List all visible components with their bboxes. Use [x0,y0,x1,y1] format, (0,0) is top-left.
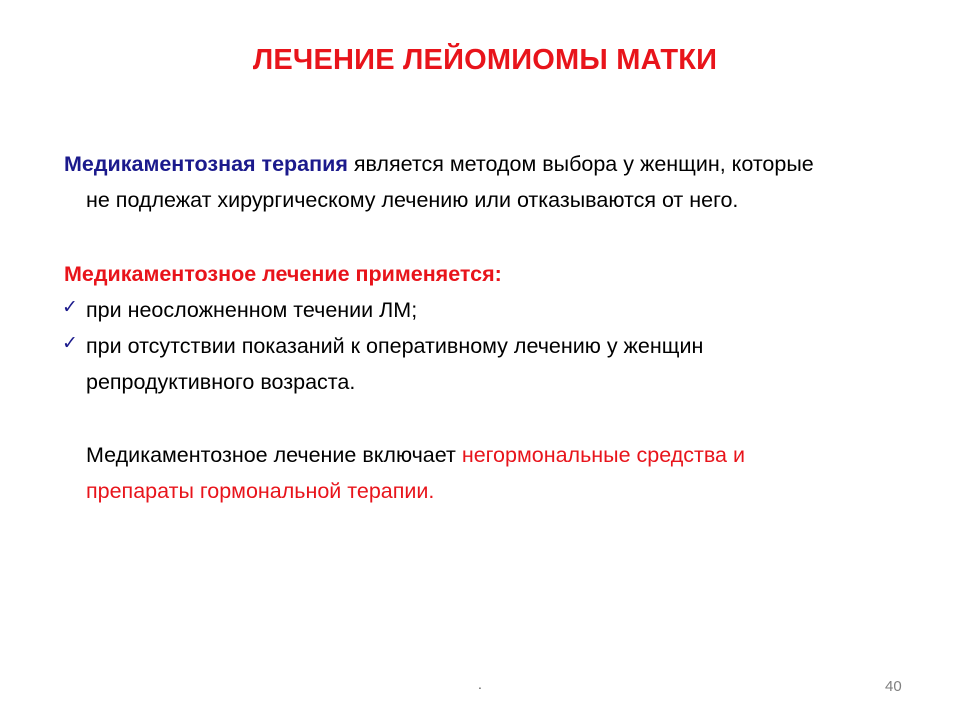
para3-lead: Медикаментозное лечение включает [86,443,462,467]
para3-line1 [86,443,745,468]
slide-title: ЛЕЧЕНИЕ ЛЕЙОМИОМЫ МАТКИ [252,44,718,76]
bullet-2-line2: репродуктивного возраста. [86,370,356,394]
para1-rest: является методом выбора у женщин, которые [347,152,814,176]
checkmark-icon: ✓ [62,297,78,318]
bullet-1-text: при неосложненном течении ЛМ; [86,298,418,322]
checkmark-icon: ✓ [62,333,78,354]
para1-lead: Медикаментозная терапия [64,152,348,176]
para2-heading: Медикаментозное лечение применяется: [64,262,502,286]
bullet-2-line1: при отсутствии показаний к оперативному лечению у женщин [86,334,704,358]
page-number: 40 [885,678,902,695]
para3-highlight-2: препараты гормональной терапии. [86,479,435,503]
para1-line1 [64,152,814,177]
para1-line2: не подлежат хирургическому лечению или отказываются от него. [86,188,739,212]
footer-dot: . [478,676,482,692]
para3-highlight-1: негормональные средства и [461,443,745,467]
